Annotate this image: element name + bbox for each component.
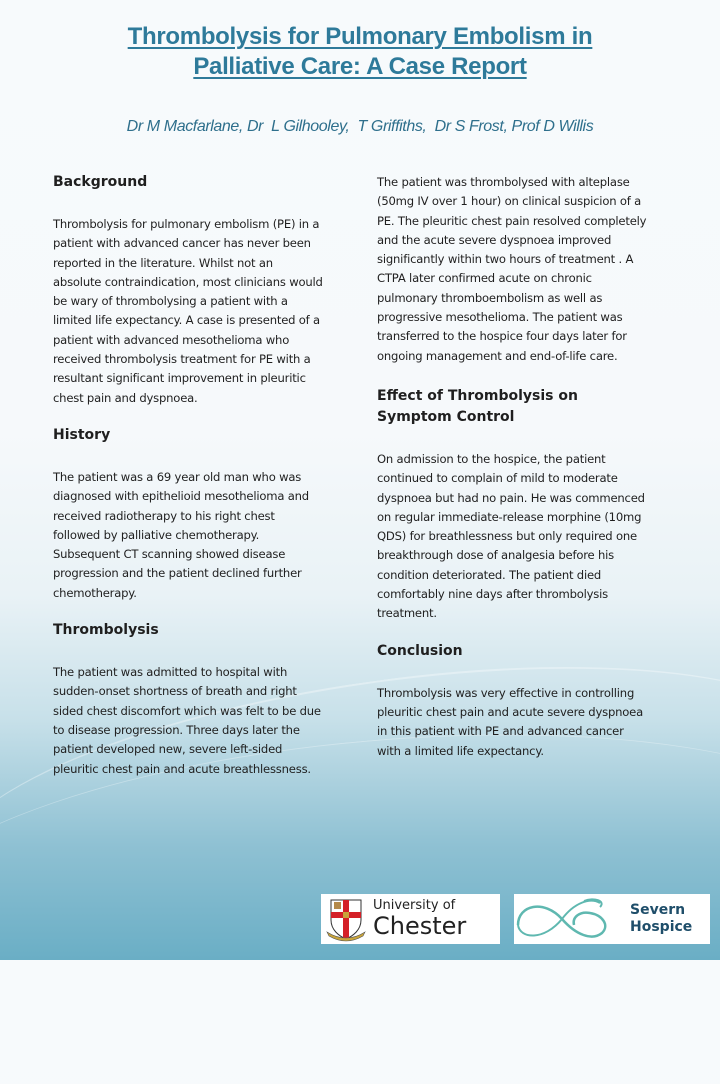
section-heading: Thrombolysis (53, 622, 159, 639)
authors: Dr M Macfarlane, Dr L Gilhooley, T Griffiths, Dr S Frost, Prof D Willis (126, 118, 594, 135)
right-column (377, 173, 647, 778)
section-background (53, 172, 323, 408)
section-body: The patient was thrombolysed with alteplase (50mg IV over 1 hour) on clinical suspicion of a PE. The pleuritic chest pain resolved completely and the acute severe dyspnoea improved significantly within two hours of treatment . A CTPA later confirmed acute on chronic pulmonary thromboembolism as well as progressive mesothelioma. The patient was transferred to the hospice four days later for ongoing management and end-of-life care. (377, 175, 647, 363)
chester-line-1: University of (373, 898, 456, 913)
left-column (53, 172, 323, 796)
section-thrombolysis (53, 620, 323, 779)
severn-line-2: Hospice (630, 919, 693, 935)
severn-line-1: Severn (630, 902, 686, 918)
severn-s-icon (514, 895, 624, 943)
section-body: On admission to the hospice, the patient continued to complain of mild to moderate dyspnoea but had no pain. He was commenced on regular immediate-release morphine (10mg QDS) for breathlessness but only required one breakthrough dose of analgesia before his condition deteriorated. The patient died comfortably nine days after thrombolysis treatment. (377, 451, 645, 621)
section-history (53, 425, 323, 603)
section-body: The patient was a 69 year old man who was diagnosed with epithelioid mesothelioma and received radiotherapy to his right chest followed by palliative chemotherapy. Subsequent CT scanning showed disease progression and the patient declined further chemotherapy. (53, 469, 309, 600)
section-body: The patient was admitted to hospital with sudden-onset shortness of breath and right sided chest discomfort which was felt to be due to disease progression. Three days later the patient developed new, severe left-sided pleuritic chest pain and acute breathlessness. (53, 665, 321, 776)
section-thrombolysis-continued (377, 173, 647, 366)
section-effect (377, 386, 647, 624)
title-line-1: Thrombolysis for Pulmonary Embolism in (127, 23, 593, 50)
severn-hospice-logo (514, 894, 710, 944)
section-body: Thrombolysis for pulmonary embolism (PE) in a patient with advanced cancer has never been reported in the literature. Whilst not an absolute contraindication, most clinicians would be wary of thrombolysing a patient with a limited life expectancy. A case is presented of a patient with advanced mesothelioma who received thrombolysis treatment for PE with a resultant significant improvement in pleuritic chest pain and dyspnoea. (53, 217, 323, 405)
university-of-chester-logo (321, 894, 500, 944)
section-body: Thrombolysis was very effective in controlling pleuritic chest pain and acute severe dyspnoea in this patient with PE and advanced cancer with a limited life expectancy. (377, 685, 644, 758)
title-line-2: Palliative Care: A Case Report (193, 53, 527, 80)
crest-icon (323, 896, 369, 942)
section-heading: Background (53, 174, 148, 190)
poster-title (0, 22, 720, 82)
section-heading: Conclusion (377, 642, 463, 659)
section-heading: History (53, 426, 111, 443)
chester-line-2: Chester (373, 912, 467, 940)
section-conclusion (377, 641, 647, 761)
section-heading: Effect of Thrombolysis on Symptom Control (377, 387, 578, 425)
